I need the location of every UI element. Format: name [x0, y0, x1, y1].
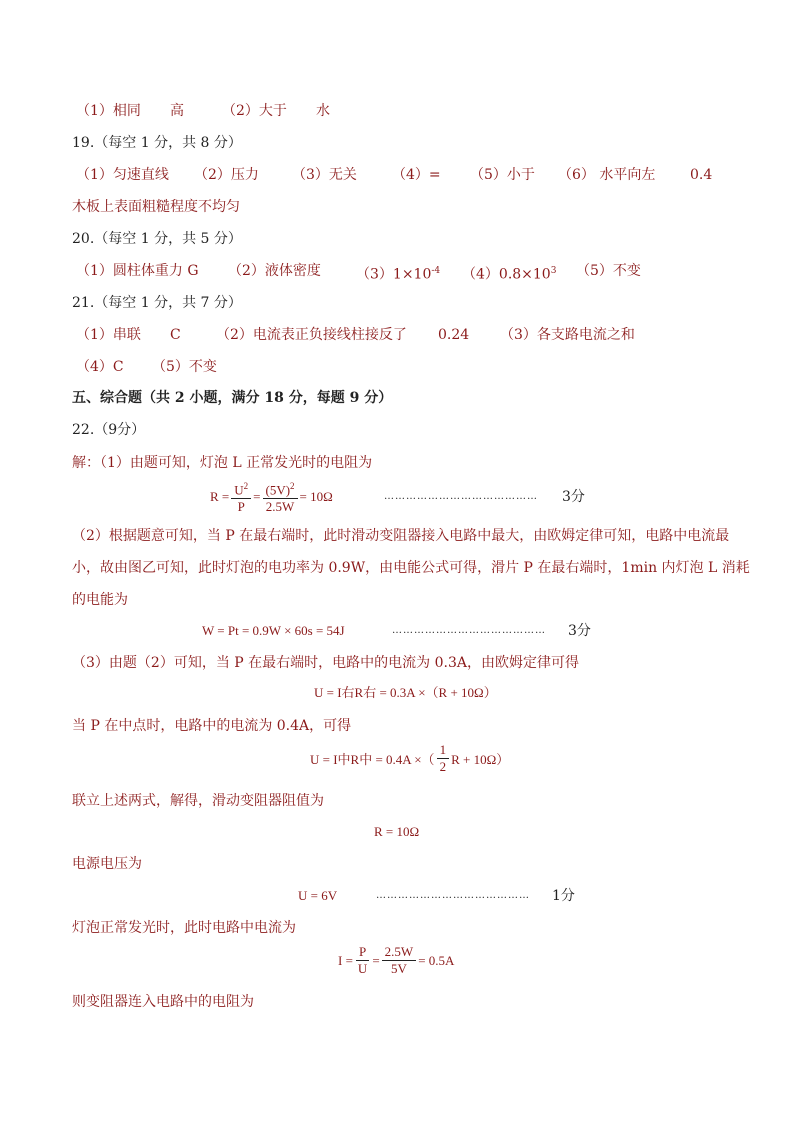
- q19-heading: 19.（每空 1 分，共 8 分）: [72, 135, 242, 151]
- q21-answer-1: （1）串联: [76, 327, 141, 343]
- q18-answer-2: （2）大于: [222, 103, 287, 119]
- q22-step-2-line-3: 的电能为: [72, 592, 128, 608]
- q22-equation-1: R = $\frac{U^2}{P}$ = $\frac{(5V)^2}{2.5W}$ = 10Ω: [210, 478, 333, 515]
- q21-answer-2: （2）电流表正负接线柱接反了: [216, 327, 407, 343]
- q22-step-1: 解：（1）由题可知，灯泡 L 正常发光时的电阻为: [72, 455, 373, 471]
- q21-answer-5: （5）不变: [152, 359, 217, 375]
- q18-answer-1: （1）相同: [76, 103, 141, 119]
- q22-equation-3: U = I右R右 = 0.3A ×（R + 10Ω）: [314, 685, 497, 700]
- q20-answer-4: $(4)0.8\times 10^3$: [462, 266, 557, 283]
- q22-step-2-line-2: 小，故由图乙可知，此时灯泡的电功率为 0.9W，由电能公式可得，滑片 P 在最右端时，1min 内灯泡 L 消耗: [72, 560, 750, 576]
- q20-heading: 20.（每空 1 分，共 5 分）: [72, 231, 242, 247]
- q19-answer-4: （4）=: [392, 167, 441, 183]
- q21-answer-3: （3）各支路电流之和: [500, 327, 635, 343]
- q22-step-5: 联立上述两式，解得，滑动变阻器阻值为: [72, 793, 324, 809]
- q22-equation-7: I = $\frac{P}{U}$ = $\frac{2.5W}{5V}$ = 0.5A: [338, 944, 455, 976]
- score-dots-2: ……………………………………: [392, 625, 546, 636]
- q19-answer-1: （1）匀速直线: [76, 167, 169, 183]
- score-1: 3分: [562, 489, 585, 505]
- q22-step-7: 灯泡正常发光时，此时电路中电流为: [72, 920, 296, 936]
- q19-answer-2: （2）压力: [194, 167, 259, 183]
- q22-step-6: 电源电压为: [72, 856, 142, 872]
- q22-step-8: 则变阻器连入电路中的电阻为: [72, 994, 254, 1010]
- q22-step-2-line-1: （2）根据题意可知，当 P 在最右端时，此时滑动变阻器接入电路中最大，由欧姆定律可知，电路中电流最: [72, 528, 730, 544]
- q19-answer-6: （6） 水平向左: [558, 167, 656, 183]
- q19-answer-6b: 0.4: [690, 167, 713, 183]
- q21-heading: 21.（每空 1 分，共 7 分）: [72, 295, 242, 311]
- q20-answer-1: （1）圆柱体重力 G: [76, 263, 199, 279]
- q20-answer-2: （2）液体密度: [228, 263, 321, 279]
- q21-answer-2b: 0.24: [438, 327, 470, 343]
- section-title: 五、综合题（共 2 小题，满分 18 分，每题 9 分）: [72, 390, 393, 406]
- q18-answer-1b: 高: [170, 103, 184, 119]
- q19-answer-5: （5）小于: [470, 167, 535, 183]
- q22-equation-2: W = Pt = 0.9W × 60s = 54J: [202, 623, 345, 638]
- score-dots-1: ……………………………………: [384, 491, 538, 502]
- q22-step-4: 当 P 在中点时，电路中的电流为 0.4A，可得: [72, 718, 352, 734]
- q21-answer-1b: C: [170, 327, 181, 343]
- q22-equation-4: U = I中R中 = 0.4A ×（ $\frac{1}{2}$ R + 10Ω）: [310, 742, 510, 774]
- q22-heading: 22.（9分）: [72, 422, 146, 438]
- q22-step-3: （3）由题（2）可知，当 P 在最右端时，电路中的电流为 0.3A，由欧姆定律可得: [72, 655, 579, 671]
- q18-answer-2b: 水: [316, 103, 330, 119]
- score-3: 1分: [552, 888, 575, 904]
- q22-equation-6: U = 6V: [298, 888, 338, 903]
- score-2: 3分: [568, 623, 591, 639]
- q20-answer-5: （5）不变: [576, 263, 641, 279]
- q19-answer-7: 木板上表面粗糙程度不均匀: [72, 199, 240, 215]
- q22-equation-5: R = 10Ω: [374, 824, 420, 839]
- score-dots-3: ……………………………………: [376, 890, 530, 901]
- q19-answer-3: （3）无关: [292, 167, 357, 183]
- q21-answer-4: （4）C: [76, 359, 124, 375]
- q20-answer-3: $(3)1\times 10^{-4}$: [356, 266, 441, 283]
